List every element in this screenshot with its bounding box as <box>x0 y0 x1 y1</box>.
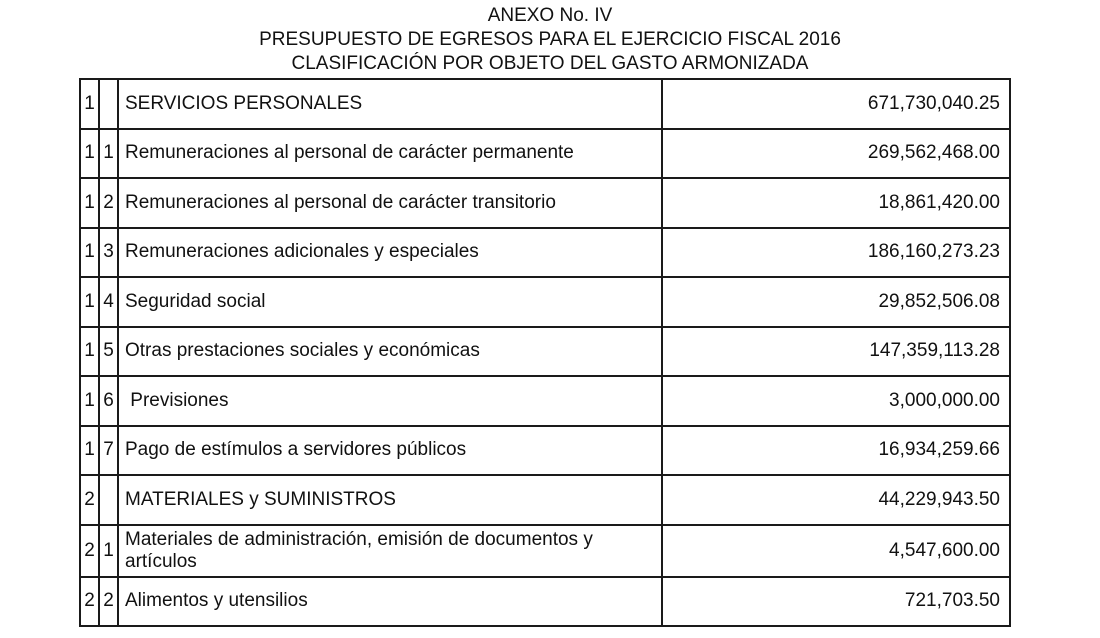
budget-table-container <box>79 78 1011 638</box>
table-row <box>80 228 1010 278</box>
concept-cell: 6 <box>99 376 118 426</box>
description-cell: MATERIALES y SUMINISTROS <box>118 475 662 525</box>
concept-cell: 2 <box>99 178 118 228</box>
amount-cell: 186,160,273.23 <box>662 228 1010 278</box>
amount-cell: 147,359,113.28 <box>662 327 1010 377</box>
amount-cell: 4,547,600.00 <box>662 525 1010 577</box>
description-cell: Remuneraciones al personal de carácter transitorio <box>118 178 662 228</box>
chapter-cell: 1 <box>80 228 99 278</box>
table-row <box>80 475 1010 525</box>
table-row <box>80 376 1010 426</box>
concept-cell: 3 <box>99 228 118 278</box>
amount-cell: 16,934,259.66 <box>662 426 1010 476</box>
concept-cell: 2 <box>99 577 118 627</box>
description-cell: Otras prestaciones sociales y económicas <box>118 327 662 377</box>
concept-cell: 1 <box>99 525 118 577</box>
classification-title: CLASIFICACIÓN POR OBJETO DEL GASTO ARMONIZADA <box>291 53 809 74</box>
concept-cell: 1 <box>99 129 118 179</box>
chapter-cell: 1 <box>80 79 99 129</box>
chapter-cell: 1 <box>80 129 99 179</box>
table-row <box>80 525 1010 577</box>
amount-cell: 671,730,040.25 <box>662 79 1010 129</box>
amount-cell: 29,852,506.08 <box>662 277 1010 327</box>
budget-title: PRESUPUESTO DE EGRESOS PARA EL EJERCICIO FISCAL 2016 <box>259 29 841 50</box>
chapter-cell: 2 <box>80 525 99 577</box>
amount-cell: 18,861,420.00 <box>662 178 1010 228</box>
description-cell: Alimentos y utensilios <box>118 577 662 627</box>
description-cell: Seguridad social <box>118 277 662 327</box>
chapter-cell: 1 <box>80 327 99 377</box>
amount-cell: 721,703.50 <box>662 577 1010 627</box>
table-row <box>80 277 1010 327</box>
concept-cell <box>99 79 118 129</box>
description-cell: SERVICIOS PERSONALES <box>118 79 662 129</box>
chapter-cell: 1 <box>80 426 99 476</box>
concept-cell: 7 <box>99 426 118 476</box>
chapter-cell: 1 <box>80 376 99 426</box>
description-cell: Pago de estímulos a servidores públicos <box>118 426 662 476</box>
budget-table <box>79 78 1011 627</box>
amount-cell: 3,000,000.00 <box>662 376 1010 426</box>
chapter-cell: 2 <box>80 475 99 525</box>
amount-cell: 44,229,943.50 <box>662 475 1010 525</box>
table-row <box>80 178 1010 228</box>
table-row <box>80 79 1010 129</box>
chapter-cell: 2 <box>80 577 99 627</box>
chapter-cell: 1 <box>80 178 99 228</box>
table-row <box>80 577 1010 627</box>
table-row <box>80 129 1010 179</box>
description-cell: Remuneraciones adicionales y especiales <box>118 228 662 278</box>
concept-cell: 5 <box>99 327 118 377</box>
description-cell: Materiales de administración, emisión de documentos y artículos <box>118 525 662 577</box>
concept-cell: 4 <box>99 277 118 327</box>
document-header <box>0 4 1100 76</box>
amount-cell: 269,562,468.00 <box>662 129 1010 179</box>
table-row <box>80 327 1010 377</box>
description-cell: Previsiones <box>118 376 662 426</box>
table-row <box>80 426 1010 476</box>
chapter-cell: 1 <box>80 277 99 327</box>
concept-cell <box>99 475 118 525</box>
annex-title: ANEXO No. IV <box>487 5 613 26</box>
description-cell: Remuneraciones al personal de carácter permanente <box>118 129 662 179</box>
